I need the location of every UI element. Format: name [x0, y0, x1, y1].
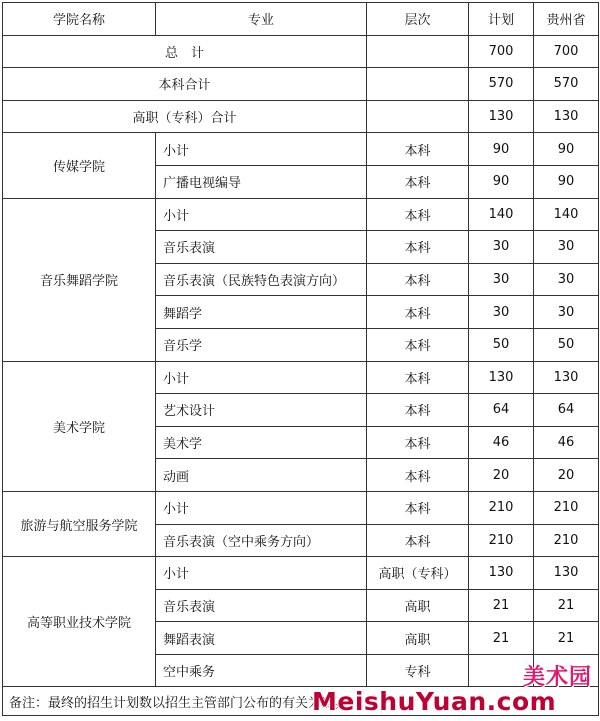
level-cell: 本科 — [367, 231, 469, 264]
table-row — [3, 133, 599, 166]
level-cell: 本科 — [367, 133, 469, 166]
plan-cell: 90 — [469, 133, 534, 166]
summary-province: 130 — [534, 100, 599, 133]
major-cell: 广播电视编导 — [156, 165, 367, 198]
province-cell: 50 — [534, 328, 599, 361]
summary-label: 总 计 — [3, 35, 367, 68]
plan-cell: 210 — [469, 524, 534, 557]
level-cell: 本科 — [367, 328, 469, 361]
note-row — [3, 687, 599, 716]
summary-plan: 570 — [469, 68, 534, 101]
major-cell: 小计 — [156, 491, 367, 524]
major-cell: 小计 — [156, 133, 367, 166]
province-cell: 21 — [534, 622, 599, 655]
college-name: 高等职业技术学院 — [3, 557, 156, 687]
header-level: 层次 — [367, 3, 469, 36]
level-cell: 本科 — [367, 198, 469, 231]
level-cell: 专科 — [367, 654, 469, 687]
major-cell: 音乐表演（空中乘务方向） — [156, 524, 367, 557]
summary-province: 570 — [534, 68, 599, 101]
header-row — [3, 3, 599, 36]
level-cell: 高职 — [367, 622, 469, 655]
major-cell: 动画 — [156, 459, 367, 492]
major-cell: 小计 — [156, 198, 367, 231]
level-cell: 高职（专科） — [367, 557, 469, 590]
level-cell: 本科 — [367, 361, 469, 394]
province-cell: 130 — [534, 557, 599, 590]
province-cell: 30 — [534, 231, 599, 264]
table-body — [3, 3, 599, 716]
plan-cell: 46 — [469, 426, 534, 459]
college-name: 旅游与航空服务学院 — [3, 491, 156, 556]
major-cell: 空中乘务 — [156, 654, 367, 687]
plan-cell: 21 — [469, 622, 534, 655]
table-row — [3, 198, 599, 231]
plan-cell: 90 — [469, 165, 534, 198]
table-row — [3, 361, 599, 394]
level-cell: 高职 — [367, 589, 469, 622]
summary-plan: 130 — [469, 100, 534, 133]
level-cell: 本科 — [367, 426, 469, 459]
major-cell: 小计 — [156, 557, 367, 590]
province-cell: 210 — [534, 524, 599, 557]
plan-cell: 20 — [469, 459, 534, 492]
major-cell: 舞蹈表演 — [156, 622, 367, 655]
summary-label: 本科合计 — [3, 68, 367, 101]
enrollment-plan-table — [2, 2, 599, 716]
major-cell: 音乐表演 — [156, 589, 367, 622]
header-major: 专业 — [156, 3, 367, 36]
province-cell: 20 — [534, 459, 599, 492]
plan-cell: 21 — [469, 589, 534, 622]
major-cell: 小计 — [156, 361, 367, 394]
watermark-logo: 美术园 — [522, 665, 592, 690]
summary-level — [367, 100, 469, 133]
summary-level — [367, 68, 469, 101]
plan-cell: 140 — [469, 198, 534, 231]
major-cell: 美术学 — [156, 426, 367, 459]
major-cell: 音乐表演（民族特色表演方向） — [156, 263, 367, 296]
header-province: 贵州省 — [534, 3, 599, 36]
province-cell — [534, 654, 599, 687]
province-cell: 90 — [534, 165, 599, 198]
plan-cell: 30 — [469, 296, 534, 329]
plan-cell: 130 — [469, 557, 534, 590]
province-cell: 30 — [534, 263, 599, 296]
header-plan: 计划 — [469, 3, 534, 36]
summary-label: 高职（专科）合计 — [3, 100, 367, 133]
summary-province: 700 — [534, 35, 599, 68]
major-cell: 音乐表演 — [156, 231, 367, 264]
level-cell: 本科 — [367, 459, 469, 492]
plan-cell: 130 — [469, 361, 534, 394]
province-cell: 140 — [534, 198, 599, 231]
major-cell: 舞蹈学 — [156, 296, 367, 329]
province-cell: 210 — [534, 491, 599, 524]
plan-cell: 30 — [469, 231, 534, 264]
summary-plan: 700 — [469, 35, 534, 68]
college-name: 传媒学院 — [3, 133, 156, 198]
note-text: 备注：最终的招生计划数以招生主管部门公布的有关为准。 — [3, 687, 599, 716]
college-name: 音乐舞蹈学院 — [3, 198, 156, 361]
level-cell: 本科 — [367, 394, 469, 427]
summary-row-undergrad — [3, 68, 599, 101]
province-cell: 90 — [534, 133, 599, 166]
plan-cell — [469, 654, 534, 687]
college-name: 美术学院 — [3, 361, 156, 491]
plan-cell: 64 — [469, 394, 534, 427]
major-cell: 艺术设计 — [156, 394, 367, 427]
level-cell: 本科 — [367, 524, 469, 557]
level-cell: 本科 — [367, 263, 469, 296]
level-cell: 本科 — [367, 491, 469, 524]
header-college: 学院名称 — [3, 3, 156, 36]
table-row — [3, 557, 599, 590]
level-cell: 本科 — [367, 165, 469, 198]
table-row — [3, 491, 599, 524]
major-cell: 音乐学 — [156, 328, 367, 361]
summary-level — [367, 35, 469, 68]
watermark-url: MeishuYuan.com — [312, 687, 557, 716]
level-cell: 本科 — [367, 296, 469, 329]
province-cell: 21 — [534, 589, 599, 622]
province-cell: 46 — [534, 426, 599, 459]
province-cell: 130 — [534, 361, 599, 394]
province-cell: 64 — [534, 394, 599, 427]
plan-cell: 30 — [469, 263, 534, 296]
summary-row-vocational — [3, 100, 599, 133]
province-cell: 30 — [534, 296, 599, 329]
plan-cell: 210 — [469, 491, 534, 524]
plan-cell: 50 — [469, 328, 534, 361]
summary-row-total — [3, 35, 599, 68]
